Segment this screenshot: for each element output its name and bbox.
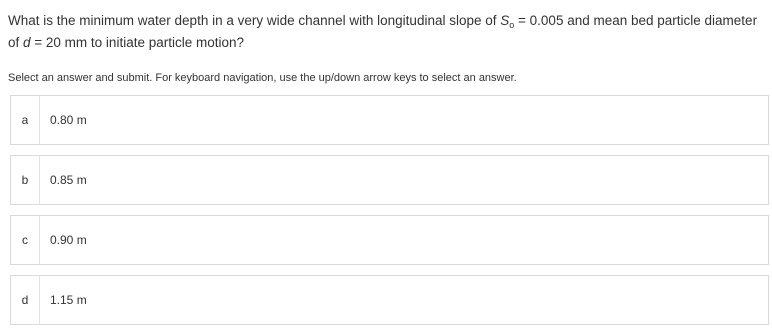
option-letter: b: [11, 156, 40, 204]
question-part-2: = 0.005 and mean bed particle diameter of: [8, 13, 758, 50]
diameter-symbol: d: [23, 35, 31, 50]
option-letter: a: [11, 96, 40, 144]
option-text: 0.80 m: [50, 113, 87, 127]
answer-option-b[interactable]: [10, 155, 769, 205]
option-text: 0.90 m: [50, 233, 87, 247]
answer-option-d[interactable]: [10, 275, 769, 325]
option-letter: c: [11, 216, 40, 264]
answer-option-c[interactable]: [10, 215, 769, 265]
option-text: 0.85 m: [50, 173, 87, 187]
slope-symbol: S: [500, 13, 510, 28]
question-part-1: What is the minimum water depth in a very wide channel with longitudinal slope of: [8, 13, 501, 28]
question-text: [8, 10, 768, 54]
option-text: 1.15 m: [50, 293, 87, 307]
question-part-3: = 20 mm to initiate particle motion?: [30, 35, 245, 50]
answer-option-a[interactable]: [10, 95, 769, 145]
answer-instruction: Select an answer and submit. For keyboard navigation, use the up/down arrow keys to select an answer.: [8, 72, 517, 84]
answer-options: [10, 95, 769, 335]
slope-subscript: o: [509, 20, 515, 30]
option-letter: d: [11, 276, 40, 324]
